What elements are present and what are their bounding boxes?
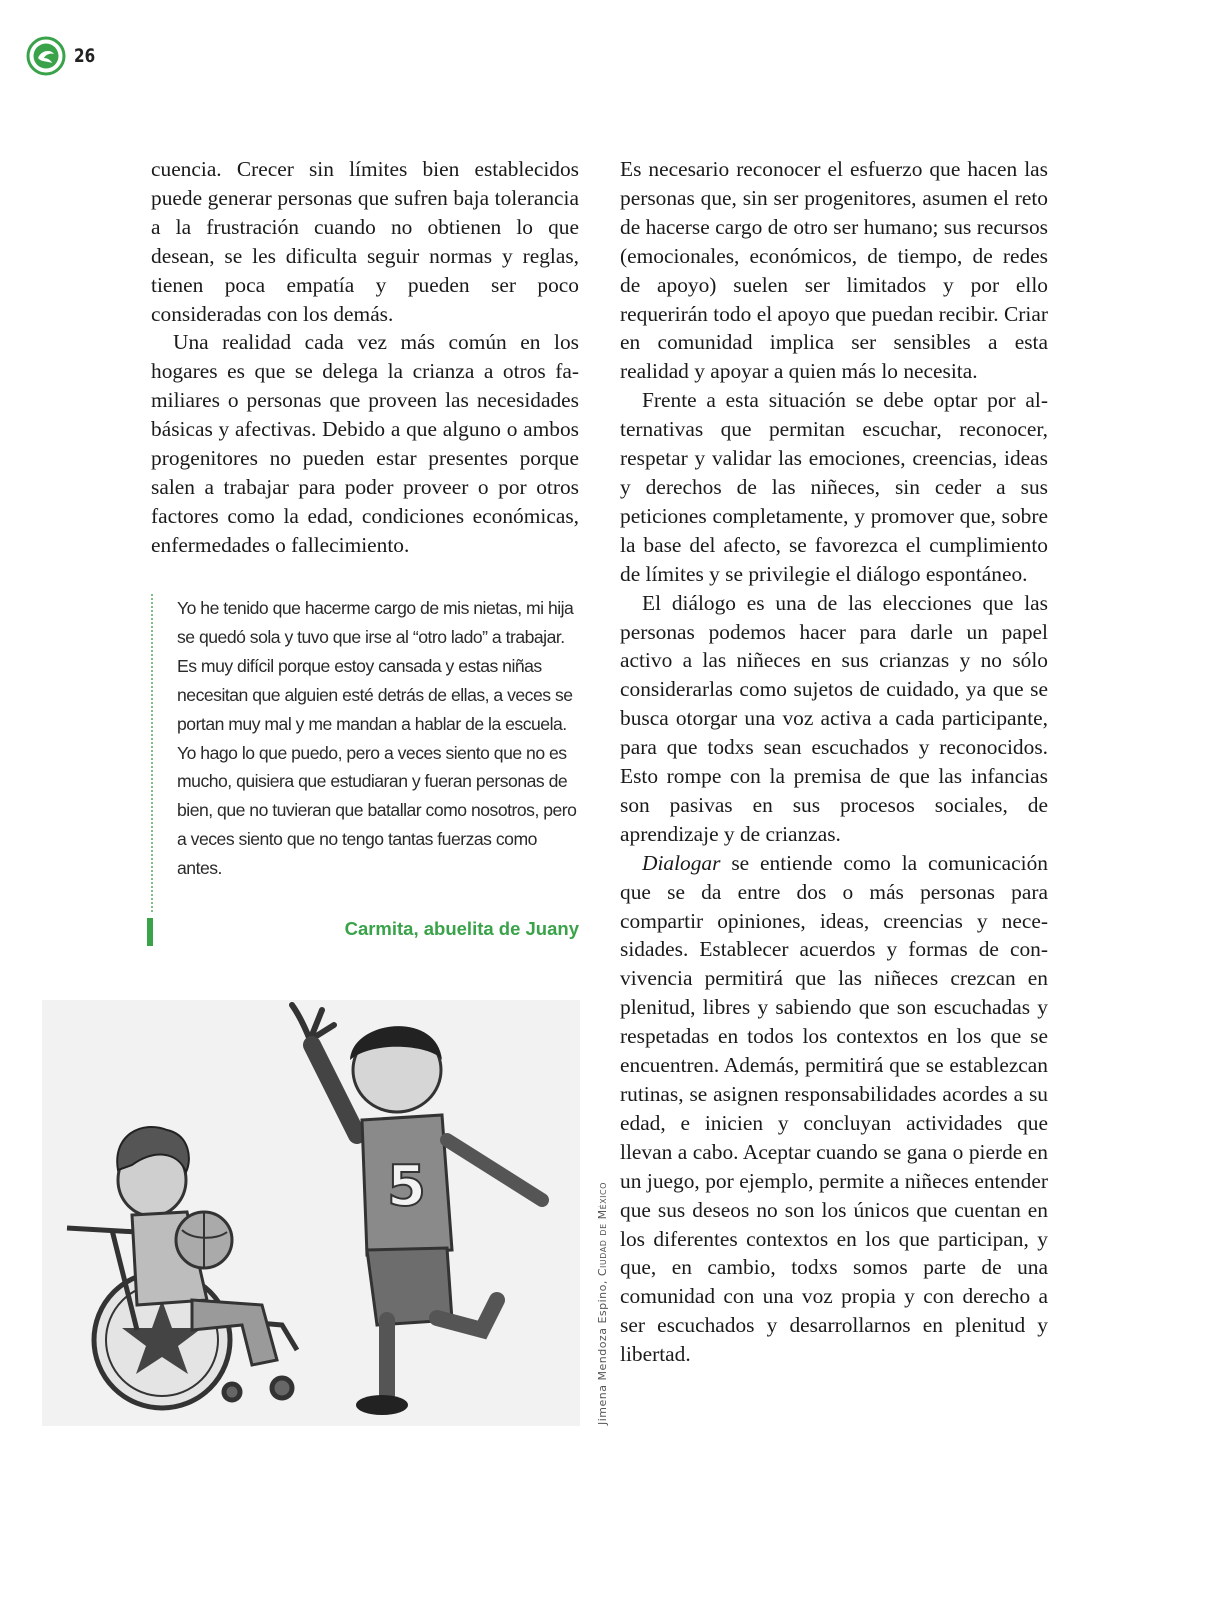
quote-author: Carmita, abuelita de Juany xyxy=(344,918,579,939)
testimonial-quote: Yo he tenido que hacerme cargo de mis nietas, mi hija se quedó sola y tuvo que irse al “otro lado” a trabajar. Es muy difícil porque estoy cansada y estas niñas necesitan que alguien esté detrás de ellas, a veces se portan muy mal y me mandan a hablar de la escuela. Yo hago lo que puedo, pero a veces siento que no es mucho, quisiera que estudiaran y fueran personas de bien, que no tuvieran que batallar como nosotros, pero a veces siento que no tengo tantas fuerzas como antes. xyxy=(151,594,579,912)
jersey-number: 5 xyxy=(387,1154,426,1219)
page-header xyxy=(26,36,100,76)
credit-author: Jimena Mendoza Espino, xyxy=(596,1280,609,1425)
illustration-credit xyxy=(596,1182,609,1425)
credit-place: Ciudad de México xyxy=(596,1182,609,1277)
paragraph: Frente a esta situación se debe optar por alternativas que permitan escuchar, reconocer, respetar y validar las emociones, creencias, ideas y derechos de las niñeces, sin ceder a sus peticiones completamente, y promover que, sobre la base del afecto, se favorezca el cumplimiento de límites y se privilegie el diálogo espontáneo. xyxy=(620,388,1048,586)
paragraph: Una realidad cada vez más común en los hogares es que se delega la crianza a otros familiares o personas que proveen las necesidades básicas y afectivas. Debido a que alguno o ambos progenitores no pueden estar presentes porque salen a trabajar para poder proveer o por otros factores como la edad, condiciones económicas, enfermedades o fallecimiento. xyxy=(151,330,579,557)
quote-accent-bar xyxy=(147,918,153,946)
left-column xyxy=(151,155,579,560)
page-number: 26 xyxy=(74,45,96,67)
paragraph: Es necesario reconocer el esfuerzo que hacen las personas que, sin ser progenitores, asumen el reto de hacerse cargo de otro ser humano; sus recursos (emocionales, económicos, de tiempo, de redes de apoyo) suelen ser limitados y por ello requerirán todo el apoyo que puedan recibir. Criar en comunidad implica ser sensibles a esta realidad y apoyar a quien más lo necesita. xyxy=(620,157,1048,384)
children-playing-illustration xyxy=(42,1000,580,1426)
paragraph: cuencia. Crecer sin límites bien establecidos puede generar personas que sufren baja tolerancia a la frustración cuando no obtienen lo que desean, se les dificulta seguir normas y reglas, tienen poca empatía y pueden ser poco consideradas con los demás. xyxy=(151,157,579,326)
emphasized-term: Dialogar xyxy=(642,850,721,875)
paragraph: El diálogo es una de las elecciones que las personas podemos hacer para darle un papel activo a las niñeces en sus crianzas y no sólo considerarlas como sujetos de cuidado, ya que se busca otorgar una voz activa a cada participante, para que todxs sean escuchados y reconocidos. Esto rompe con la premisa de que las infancias son pasivas en sus procesos sociales, de aprendizaje y de crianzas. xyxy=(620,590,1048,846)
paragraph-rest: se entiende como la comunicación que se da entre dos o más personas para compartir opiniones, ideas, creencias y necesidades. Establecer acuerdos y formas de convivencia permitirá que las niñeces crezcan en plenitud, libres y sabiendo que son escuchadas y respetadas en todos los contextos en los que se encuentren. Además, permitirá que se establezcan rutinas, se asignen responsabilidades acordes a su edad, e inicien y concluyan actividades que llevan a cabo. Aceptar cuando se gana o pierde en un juego, por ejemplo, permite a niñeces entender que sus deseos no son los únicos que cuentan en los diferentes contextos en los que participan, y que, en cambio, todxs somos parte de una comunidad con una voz propia y con derecho a ser escuchados y desarrollarnos en plenitud y libertad. xyxy=(620,850,1048,1367)
green-circle-logo-icon xyxy=(26,36,66,76)
right-column xyxy=(620,155,1048,1369)
paragraph xyxy=(620,849,1048,1369)
